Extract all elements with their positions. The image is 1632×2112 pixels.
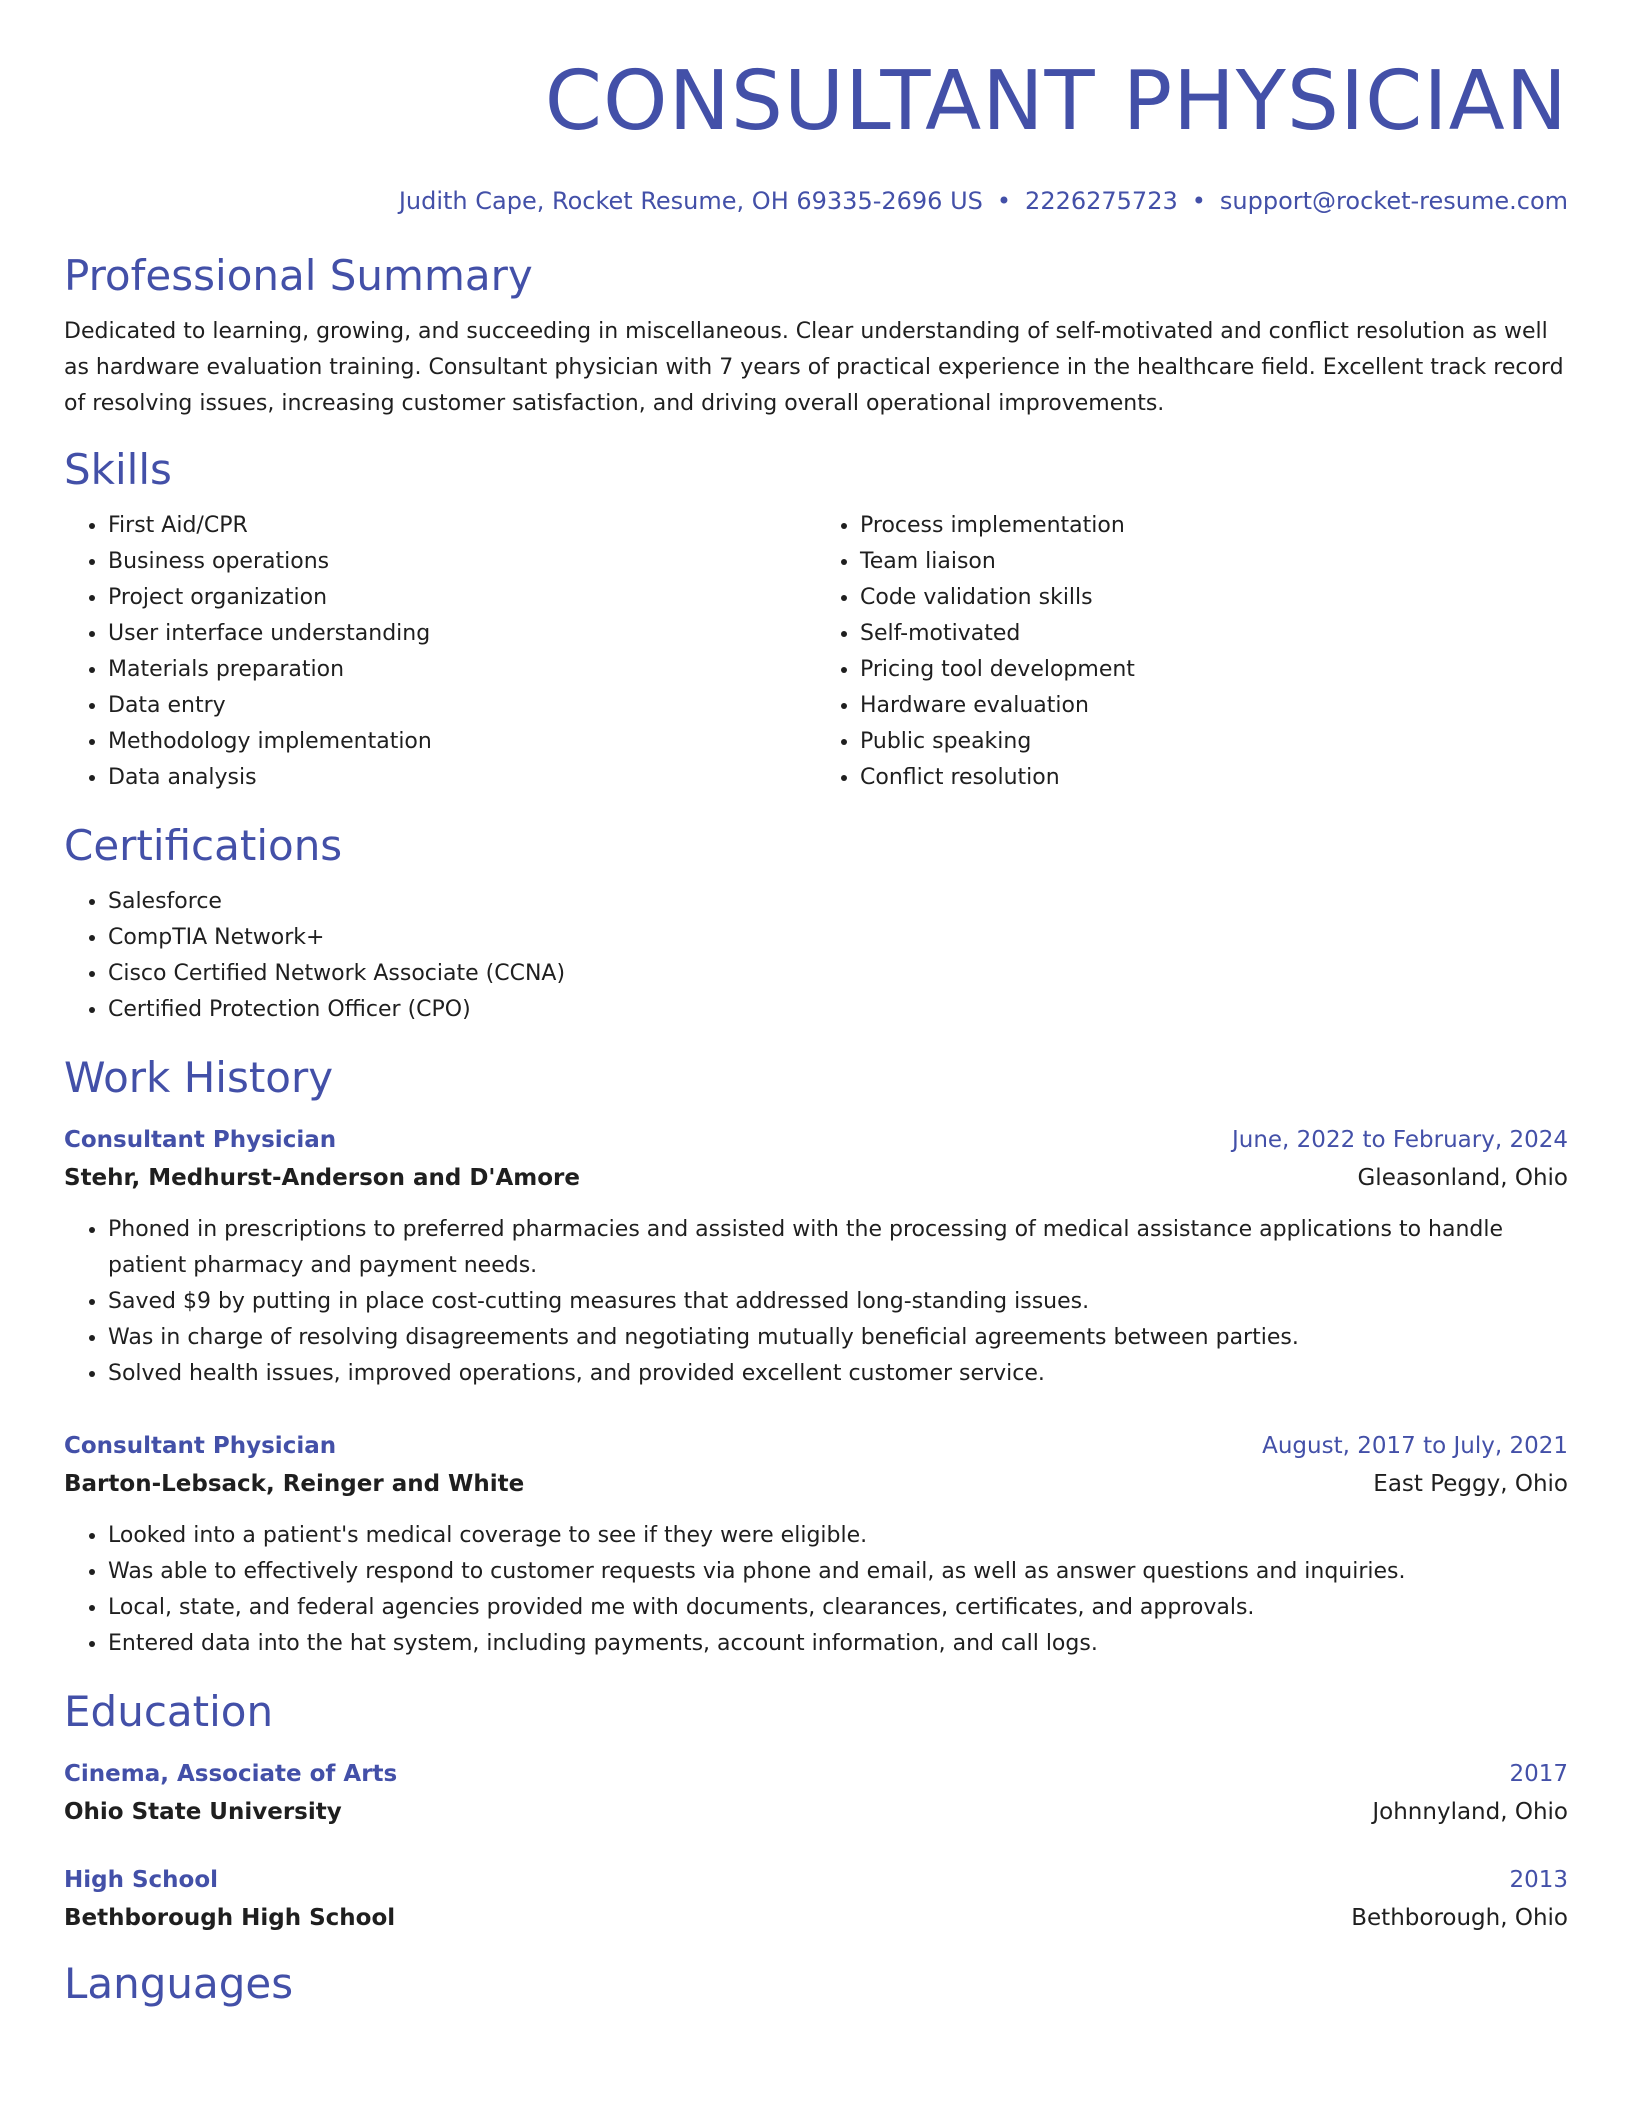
job-bullets: [64, 1212, 1568, 1392]
contact-separator: •: [1191, 187, 1206, 215]
skills-list-right: [816, 508, 1568, 796]
certification-item: • Certified Protection Officer (CPO): [108, 992, 1568, 1028]
certification-item: • Salesforce: [108, 884, 1568, 920]
skill-item: • Pricing tool development: [860, 652, 1568, 688]
education-section: [64, 1686, 1568, 1938]
job-bullet: • Entered data into the hat system, including payments, account information, and call logs.: [108, 1626, 1568, 1662]
skill-item: • Hardware evaluation: [860, 688, 1568, 724]
contact-phone: 2226275723: [1025, 187, 1178, 215]
skill-item: • Team liaison: [860, 544, 1568, 580]
certifications-list: [64, 884, 1568, 1028]
education-degree-row: [64, 1756, 1568, 1792]
contact-line: [64, 186, 1568, 216]
job-bullet: • Was able to effectively respond to customer requests via phone and email, as well as answer questions and inquiries.: [108, 1554, 1568, 1590]
skill-item: • Conflict resolution: [860, 760, 1568, 796]
education-entry: [64, 1862, 1568, 1938]
job-bullets: [64, 1518, 1568, 1662]
job-bullet: • Was in charge of resolving disagreements and negotiating mutually beneficial agreements between parties.: [108, 1320, 1568, 1356]
job-dates: June, 2022 to February, 2024: [1231, 1127, 1568, 1153]
job-company-row: [64, 1158, 1568, 1198]
summary-section: [64, 250, 1568, 422]
skill-item: • Process implementation: [860, 508, 1568, 544]
skill-item: • User interface understanding: [108, 616, 816, 652]
education-school-row: [64, 1792, 1568, 1832]
job-entry: [64, 1122, 1568, 1392]
section-heading-languages: Languages: [64, 1959, 294, 2008]
job-bullet: • Saved $9 by putting in place cost-cutting measures that addressed long-standing issues.: [108, 1284, 1568, 1320]
job-company: Barton-Lebsack, Reinger and White: [64, 1471, 525, 1497]
education-degree: High School: [64, 1867, 219, 1893]
skill-item: • Code validation skills: [860, 580, 1568, 616]
section-heading-work-history: Work History: [64, 1053, 334, 1102]
contact-separator: •: [996, 187, 1012, 215]
skill-item: • Self-motivated: [860, 616, 1568, 652]
education-school-row: [64, 1898, 1568, 1938]
job-company: Stehr, Medhurst-Anderson and D'Amore: [64, 1165, 580, 1191]
section-heading-education: Education: [64, 1687, 274, 1736]
certifications-section: [64, 820, 1568, 1028]
education-year: 2013: [1509, 1867, 1568, 1893]
skill-item: • First Aid/CPR: [108, 508, 816, 544]
education-degree-row: [64, 1862, 1568, 1898]
education-school: Ohio State University: [64, 1799, 342, 1825]
education-year: 2017: [1509, 1761, 1568, 1787]
section-heading-summary: Professional Summary: [64, 251, 533, 300]
skills-columns: [64, 508, 1568, 796]
job-bullet: • Phoned in prescriptions to preferred pharmacies and assisted with the processing of medical assistance applications to handle patient pharmacy and payment needs.: [108, 1212, 1568, 1284]
skills-section: [64, 444, 1568, 796]
job-bullet: • Local, state, and federal agencies provided me with documents, clearances, certificates, and approvals.: [108, 1590, 1568, 1626]
skill-item: • Data entry: [108, 688, 816, 724]
job-company-row: [64, 1464, 1568, 1504]
languages-section: [64, 1958, 1568, 2010]
job-title-row: [64, 1122, 1568, 1158]
education-entry: [64, 1756, 1568, 1832]
skill-item: • Project organization: [108, 580, 816, 616]
skill-item: • Business operations: [108, 544, 816, 580]
job-title: Consultant Physician: [64, 1127, 337, 1153]
resume-header: [64, 0, 1568, 216]
education-location: Johnnyland, Ohio: [1372, 1799, 1568, 1825]
education-school: Bethborough High School: [64, 1905, 396, 1931]
job-title: Consultant Physician: [64, 1433, 337, 1459]
job-title-row: [64, 1428, 1568, 1464]
work-history-section: [64, 1052, 1568, 1662]
job-dates: August, 2017 to July, 2021: [1262, 1433, 1568, 1459]
section-heading-skills: Skills: [64, 445, 172, 494]
skill-item: • Materials preparation: [108, 652, 816, 688]
certification-item: • Cisco Certified Network Associate (CCNA): [108, 956, 1568, 992]
education-location: Bethborough, Ohio: [1351, 1905, 1568, 1931]
contact-address: Judith Cape, Rocket Resume, OH 69335-2696 US: [398, 187, 983, 215]
job-location: Gleasonland, Ohio: [1357, 1165, 1568, 1191]
candidate-title: CONSULTANT PHYSICIAN: [544, 54, 1568, 149]
skill-item: • Methodology implementation: [108, 724, 816, 760]
skills-list-left: [64, 508, 816, 796]
skill-item: • Public speaking: [860, 724, 1568, 760]
contact-email[interactable]: support@rocket-resume.com: [1219, 187, 1568, 215]
summary-text: Dedicated to learning, growing, and succeeding in miscellaneous. Clear understanding of self-motivated and conflict resolution as well as hardware evaluation training. Consultant physician with 7 years of practical experience in the healthcare field. Excellent track record of resolving issues, increasing customer satisfaction, and driving overall operational improvements.: [64, 319, 1564, 416]
job-location: East Peggy, Ohio: [1373, 1471, 1568, 1497]
education-degree: Cinema, Associate of Arts: [64, 1761, 398, 1787]
certification-item: • CompTIA Network+: [108, 920, 1568, 956]
section-heading-certifications: Certifications: [64, 821, 343, 870]
job-entry: [64, 1428, 1568, 1662]
skill-item: • Data analysis: [108, 760, 816, 796]
job-bullet: • Solved health issues, improved operations, and provided excellent customer service.: [108, 1356, 1568, 1392]
job-bullet: • Looked into a patient's medical coverage to see if they were eligible.: [108, 1518, 1568, 1554]
